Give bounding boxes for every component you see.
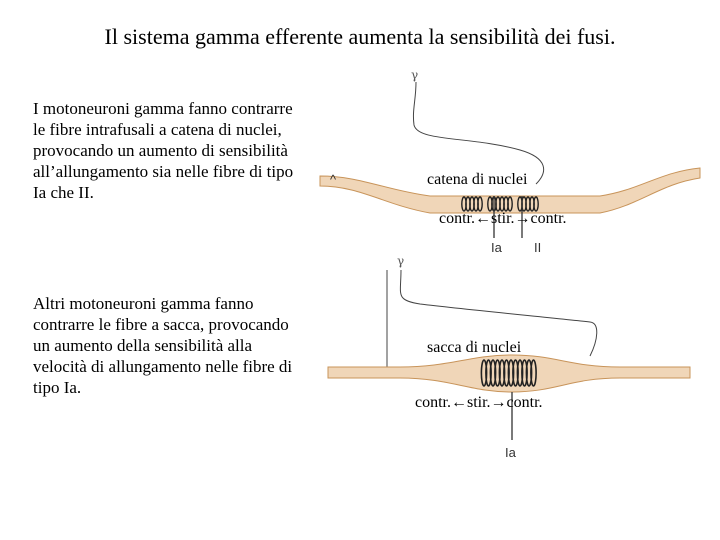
gamma-symbol-top: γ xyxy=(411,68,419,82)
bag-nuclei-coils xyxy=(481,360,536,386)
gamma-nerve-top xyxy=(413,82,543,184)
bag-contraction-label: contr.←stir.→contr. xyxy=(415,394,543,411)
chain-fiber-label: catena di nuclei xyxy=(427,171,528,188)
afferent-ia-label-top: Ia xyxy=(491,240,502,255)
afferent-ia-label-bottom: Ia xyxy=(505,445,516,460)
bag-fiber-label: sacca di nuclei xyxy=(427,339,522,356)
paragraph-bag-fibers: Altri motoneuroni gamma fanno contrarre le fibre a sacca, provocando un aumento della sensibilità alla velocità di allungamento nelle fibre di tipo Ia. xyxy=(33,294,293,397)
gamma-symbol-bottom: γ xyxy=(397,254,405,268)
paragraph-chain-fibers: I motoneuroni gamma fanno contrarre le fibre intrafusali a catena di nuclei, provocando un aumento di sensibilità all’allungamento sia nelle fibre di tipo Ia che II. xyxy=(33,99,294,202)
slide-title: Il sistema gamma efferente aumenta la sensibilità dei fusi. xyxy=(104,24,616,49)
bag-fiber-diagram xyxy=(328,254,690,460)
chain-nuclei-coils xyxy=(462,197,538,211)
nerve-ending-mark: ^ xyxy=(330,172,337,187)
afferent-ii-label: II xyxy=(534,240,542,255)
chain-fiber-diagram xyxy=(320,68,700,255)
chain-contraction-label: contr.←stir.→contr. xyxy=(439,210,567,227)
